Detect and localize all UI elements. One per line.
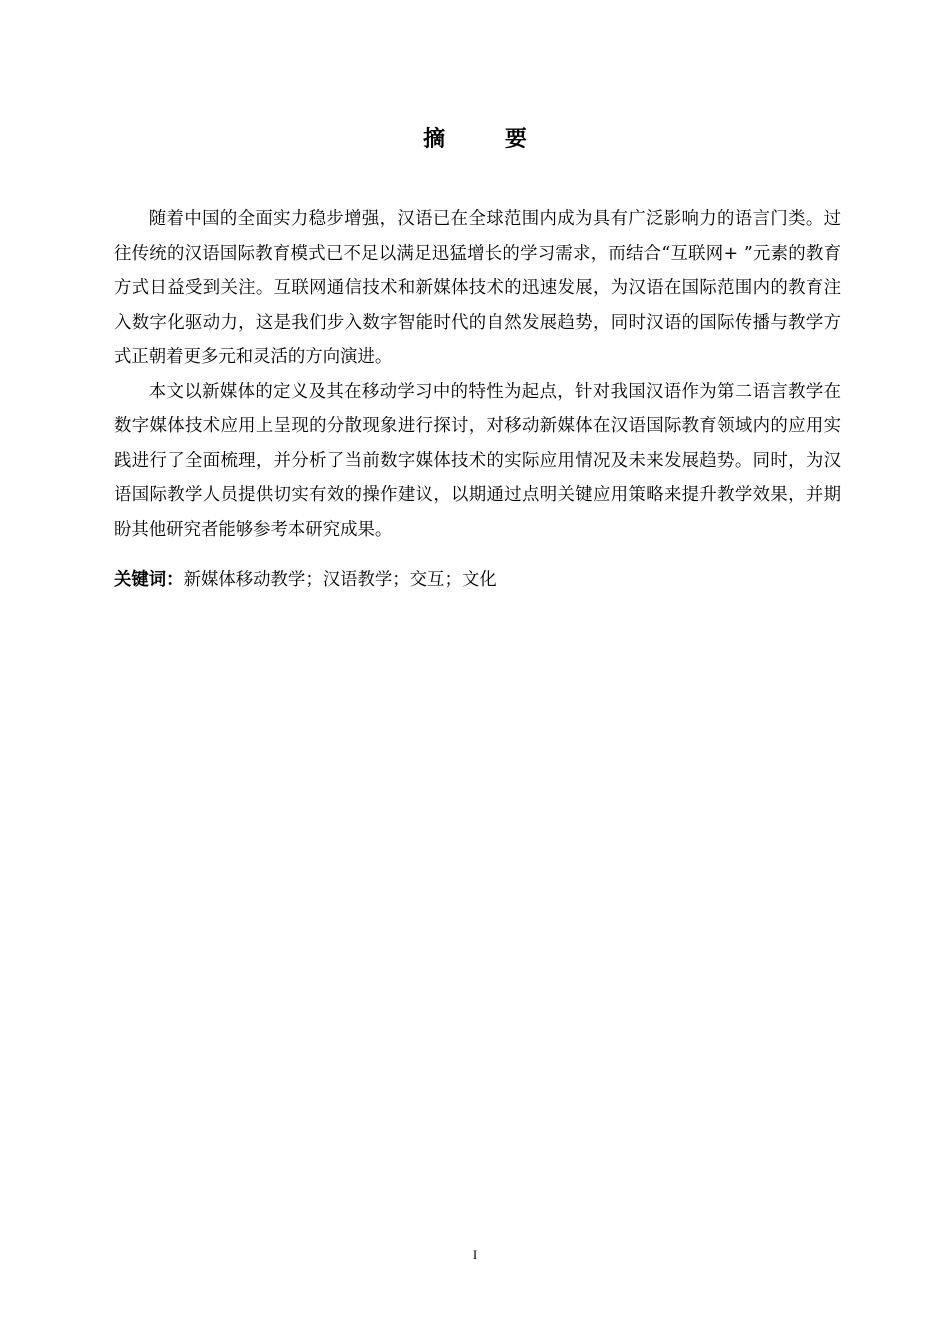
abstract-body — [114, 202, 841, 547]
abstract-paragraph-2: 本文以新媒体的定义及其在移动学习中的特性为起点，针对我国汉语作为第二语言教学在数字媒体技术应用上呈现的分散现象进行探讨，对移动新媒体在汉语国际教育领域内的应用实践进行了全面梳理，并分析了当前数字媒体技术的实际应用情况及未来发展趋势。同时，为汉语国际教学人员提供切实有效的操作建议，以期通过点明关键应用策略来提升教学效果，并期盼其他研究者能够参考本研究成果。 — [114, 381, 841, 540]
abstract-paragraph-1: 随着中国的全面实力稳步增强，汉语已在全球范围内成为具有广泛影响力的语言门类。过往传统的汉语国际教育模式已不足以满足迅猛增长的学习需求，而结合“互联网+ ”元素的教育方式日益受到关注。互联网通信技术和新媒体技术的迅速发展，为汉语在国际范围内的教育注入数字化驱动力，这是我们步入数字智能时代的自然发展趋势，同时汉语的国际传播与教学方式正朝着更多元和灵活的方向演进。 — [114, 209, 841, 367]
page-title: 摘 要 — [423, 127, 553, 152]
keywords-label: 关键词： — [114, 570, 184, 590]
keywords-line — [114, 563, 841, 597]
keywords-value: 新媒体移动教学；汉语教学；交互；文化 — [183, 570, 497, 590]
page-number: I — [472, 1247, 478, 1262]
